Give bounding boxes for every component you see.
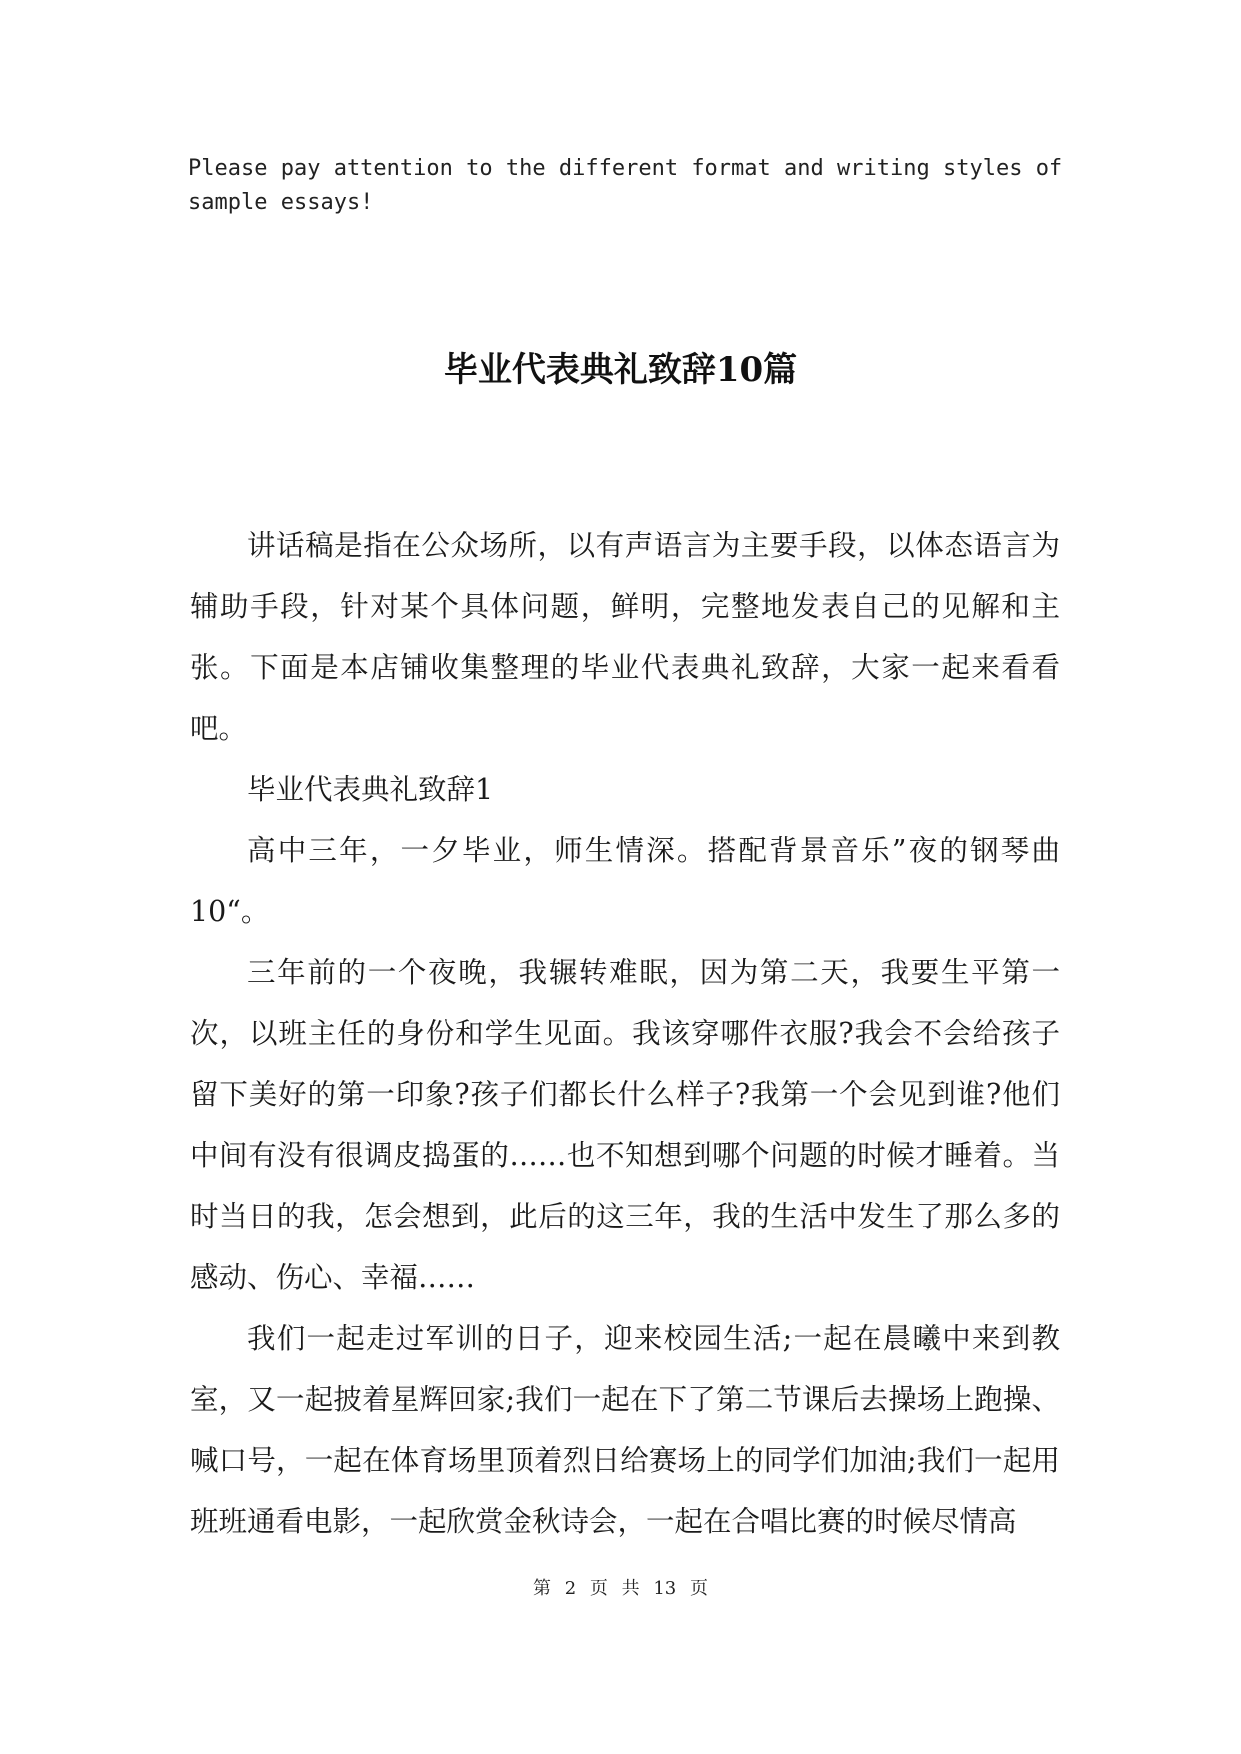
body-paragraph: 高中三年，一夕毕业，师生情深。搭配背景音乐”夜的钢琴曲10“。 <box>190 834 1060 928</box>
page-number-footer: 第 2 页 共 13 页 <box>533 1578 708 1599</box>
document-title: 毕业代表典礼致辞10篇 <box>443 350 798 390</box>
format-notice: Please pay attention to the different format and writing styles of sample essays! <box>188 156 1063 215</box>
intro-paragraph: 讲话稿是指在公众场所，以有声语言为主要手段，以体态语言为辅助手段，针对某个具体问题，鲜明，完整地发表自己的见解和主张。下面是本店铺收集整理的毕业代表典礼致辞，大家一起来看看吧。 <box>190 529 1060 745</box>
body-paragraph: 三年前的一个夜晚，我辗转难眠，因为第二天，我要生平第一次，以班主任的身份和学生见面。我该穿哪件衣服?我会不会给孩子留下美好的第一印象?孩子们都长什么样子?我第一个会见到谁?他们中间有没有很调皮捣蛋的……也不知想到哪个问题的时候才睡着。当时当日的我，怎会想到，此后的这三年，我的生活中发生了那么多的感动、伤心、幸福…… <box>190 956 1060 1294</box>
section-heading: 毕业代表典礼致辞1 <box>247 773 494 806</box>
document-body <box>190 515 1060 1552</box>
body-paragraph: 我们一起走过军训的日子，迎来校园生活;一起在晨曦中来到教室，又一起披着星辉回家;我们一起在下了第二节课后去操场上跑操、喊口号，一起在体育场里顶着烈日给赛场上的同学们加油;我们一起用班班通看电影，一起欣赏金秋诗会，一起在合唱比赛的时候尽情高 <box>190 1322 1060 1538</box>
